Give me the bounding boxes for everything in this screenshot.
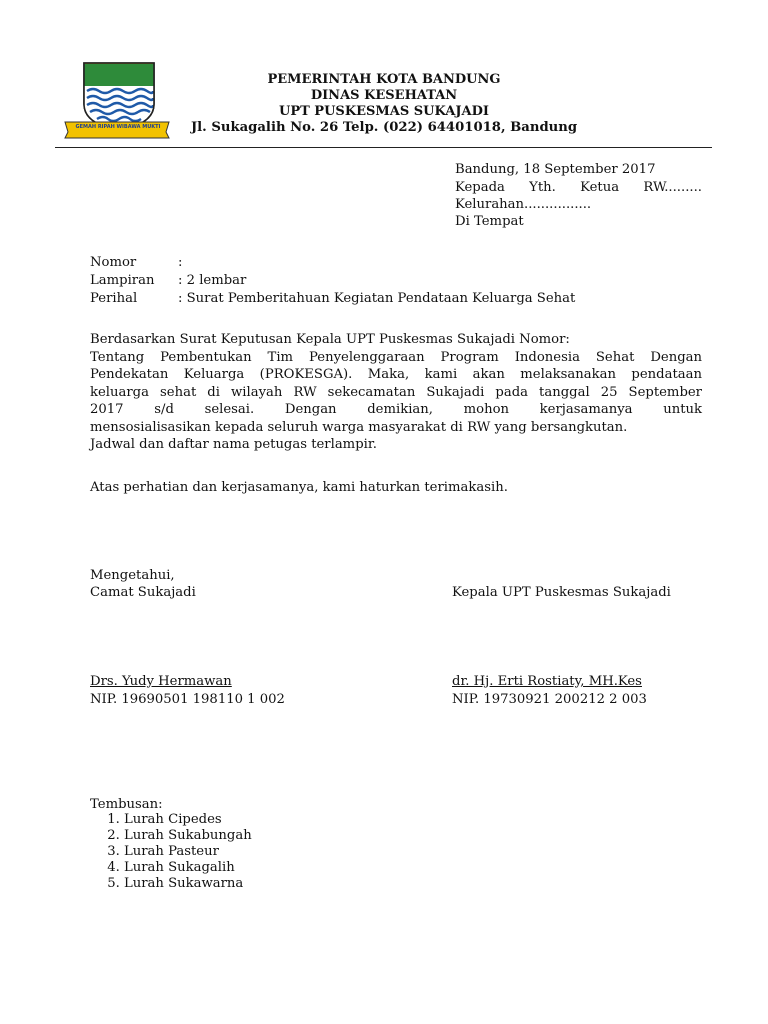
to-word: Yth. (529, 180, 556, 195)
body-line: Pendekatan Keluarga (PROKESGA). Maka, kami akan melaksanakan pendataan (90, 367, 702, 382)
left-signer-nip: NIP. 19690501 198110 1 002 (90, 692, 285, 707)
cc-item: 2. Lurah Sukabungah (124, 828, 252, 844)
cc-label: Tembusan: (90, 797, 163, 812)
nomor-value: : (178, 255, 183, 270)
letterhead-address: Jl. Sukagalih No. 26 Telp. (022) 64401018, Bandung (190, 120, 578, 135)
perihal-value: : Surat Pemberitahuan Kegiatan Pendataan Keluarga Sehat (178, 291, 576, 306)
body-line: Tentang Pembentukan Tim Penyelenggaraan Program Indonesia Sehat Dengan (90, 349, 702, 365)
letterhead-line2: DINAS KESEHATAN (310, 88, 458, 103)
right-signer-nip: NIP. 19730921 200212 2 003 (452, 692, 647, 707)
body-line: 2017 s/d selesai. Dengan demikian, mohon kerjasamanya untuk (90, 402, 702, 417)
acknowledge-label: Mengetahui, (90, 568, 175, 583)
to-word: Ketua (580, 180, 620, 195)
letterhead-divider (55, 147, 712, 148)
cc-item: 3. Lurah Pasteur (124, 844, 252, 860)
body-line: mensosialisasikan kepada seluruh warga masyarakat di RW yang bersangkutan. (90, 419, 628, 435)
cc-item: 5. Lurah Sukawarna (124, 876, 252, 892)
body-line: Jadwal dan daftar nama petugas terlampir. (90, 437, 377, 452)
lampiran-value: : 2 lembar (178, 273, 247, 288)
nomor-label: Nomor (90, 255, 137, 270)
place-date: Bandung, 18 September 2017 (455, 162, 656, 177)
right-signer-name: dr. Hj. Erti Rostiaty, MH.Kes (452, 674, 642, 689)
cc-item: 4. Lurah Sukagalih (124, 860, 252, 876)
recipient-to (455, 179, 702, 197)
to-word: Kepada (455, 180, 505, 195)
to-word: RW......... (643, 180, 702, 195)
cc-list (90, 812, 252, 892)
body-line: Berdasarkan Surat Keputusan Kepala UPT Puskesmas Sukajadi Nomor: (90, 332, 570, 347)
lampiran-label: Lampiran (90, 273, 155, 288)
logo-motto: GEMAH RIPAH WIBAWA MUKTI (75, 124, 161, 130)
cc-item: 1. Lurah Cipedes (124, 812, 252, 828)
body-line: keluarga sehat di wilayah RW sekecamatan Sukajadi pada tanggal 25 September (90, 384, 702, 400)
left-signer-title: Camat Sukajadi (90, 585, 196, 600)
right-signer-title: Kepala UPT Puskesmas Sukajadi (452, 585, 671, 600)
recipient-kelurahan: Kelurahan................ (455, 197, 592, 212)
letterhead-line3: UPT PUSKESMAS SUKAJADI (279, 104, 489, 119)
closing-sentence: Atas perhatian dan kerjasamanya, kami haturkan terimakasih. (90, 480, 508, 495)
left-signer-name: Drs. Yudy Hermawan (90, 674, 232, 689)
perihal-label: Perihal (90, 291, 138, 306)
letterhead-line1: PEMERINTAH KOTA BANDUNG (267, 72, 501, 87)
recipient-location: Di Tempat (455, 214, 524, 229)
